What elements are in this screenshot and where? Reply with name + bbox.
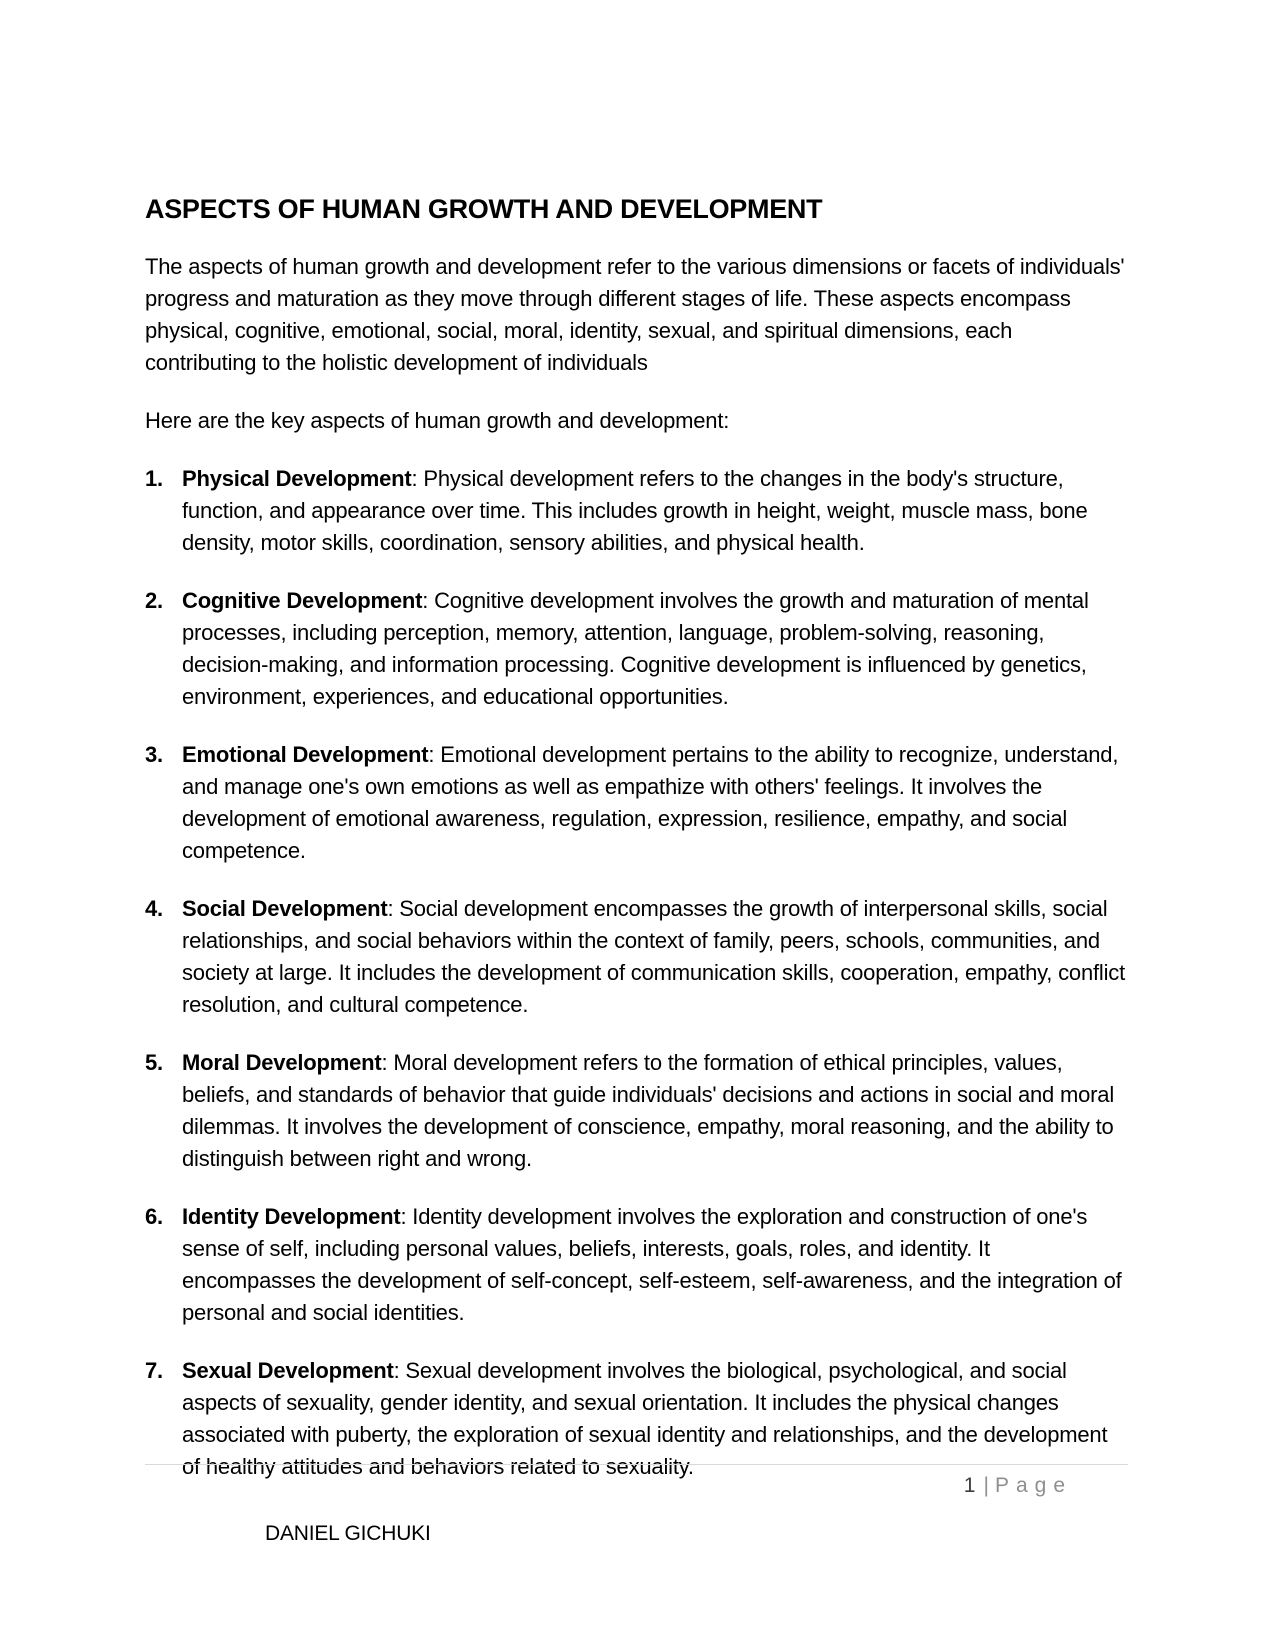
list-item	[145, 1047, 1128, 1175]
page-title: ASPECTS OF HUMAN GROWTH AND DEVELOPMENT	[145, 194, 823, 224]
list-item	[145, 893, 1128, 1021]
list-item-text: : Sexual development involves the biological, psychological, and social aspects of sexuality, gender identity, and sexual orientation. It includes the physical changes associated with puberty, the exploration of sexual identity and relationships, and the development of healthy attitudes and behaviors related to sexuality.	[182, 1358, 1108, 1479]
list-item-term: Physical Development	[182, 466, 412, 491]
list-item-number: 3.	[145, 742, 163, 767]
list-item	[145, 739, 1128, 867]
list-item-text: : Emotional development pertains to the ability to recognize, understand, and manage one's own emotions as well as empathize with others' feelings. It involves the development of emotional awareness, regulation, expression, resilience, empathy, and social competence.	[182, 742, 1119, 863]
page-number: 1	[963, 1474, 976, 1497]
list-item-number: 4.	[145, 896, 163, 921]
author-name: DANIEL GICHUKI	[265, 1522, 431, 1545]
list-item-term: Social Development	[182, 896, 388, 921]
page-footer	[145, 1464, 1128, 1546]
list-item-term: Cognitive Development	[182, 588, 423, 613]
list-item-number: 7.	[145, 1358, 163, 1383]
page-number-separator: |	[983, 1474, 989, 1497]
list-item-number: 1.	[145, 466, 163, 491]
footer-divider	[145, 1464, 1128, 1465]
list-item-text: : Moral development refers to the formation of ethical principles, values, beliefs, and standards of behavior that guide individuals' decisions and actions in social and moral dilemmas. It involves the development of conscience, empathy, moral reasoning, and the ability to distinguish between right and wrong.	[182, 1050, 1115, 1171]
list-item	[145, 463, 1128, 559]
list-item-body	[182, 1047, 1128, 1175]
intro-paragraph: The aspects of human growth and development refer to the various dimensions or facets of individuals' progress and maturation as they move through different stages of life. These aspects encompass physical, cognitive, emotional, social, moral, identity, sexual, and spiritual dimensions, each contributing to the holistic development of individuals	[145, 254, 1125, 375]
list-item-term: Identity Development	[182, 1204, 401, 1229]
list-item-text: : Social development encompasses the growth of interpersonal skills, social relationships, and social behaviors within the context of family, peers, schools, communities, and society at large. It includes the development of communication skills, cooperation, empathy, conflict resolution, and cultural competence.	[182, 896, 1125, 1017]
list-item-body	[182, 739, 1128, 867]
aspects-list	[145, 463, 1128, 1483]
list-item-term: Moral Development	[182, 1050, 382, 1075]
list-item-text: : Cognitive development involves the growth and maturation of mental processes, including perception, memory, attention, language, problem-solving, reasoning, decision-making, and information processing. Cognitive development is influenced by genetics, environment, experiences, and educational opportunities.	[182, 588, 1089, 709]
list-item-body	[182, 1201, 1128, 1329]
list-item-body	[182, 585, 1128, 713]
list-item-term: Emotional Development	[182, 742, 429, 767]
list-item-body	[182, 893, 1128, 1021]
page-number-line	[145, 1474, 1128, 1498]
list-item-text: : Identity development involves the exploration and construction of one's sense of self, including personal values, beliefs, interests, goals, roles, and identity. It encompasses the development of self-concept, self-esteem, self-awareness, and the integration of personal and social identities.	[182, 1204, 1122, 1325]
page-label: Page	[994, 1474, 1072, 1497]
list-item-body	[182, 463, 1128, 559]
list-item-number: 2.	[145, 588, 163, 613]
list-item-number: 6.	[145, 1204, 163, 1229]
list-item	[145, 585, 1128, 713]
list-item-number: 5.	[145, 1050, 163, 1075]
list-item	[145, 1201, 1128, 1329]
list-item-term: Sexual Development	[182, 1358, 394, 1383]
list-item-text: : Physical development refers to the changes in the body's structure, function, and appearance over time. This includes growth in height, weight, muscle mass, bone density, motor skills, coordination, sensory abilities, and physical health.	[182, 466, 1088, 555]
list-intro-paragraph: Here are the key aspects of human growth and development:	[145, 408, 730, 433]
